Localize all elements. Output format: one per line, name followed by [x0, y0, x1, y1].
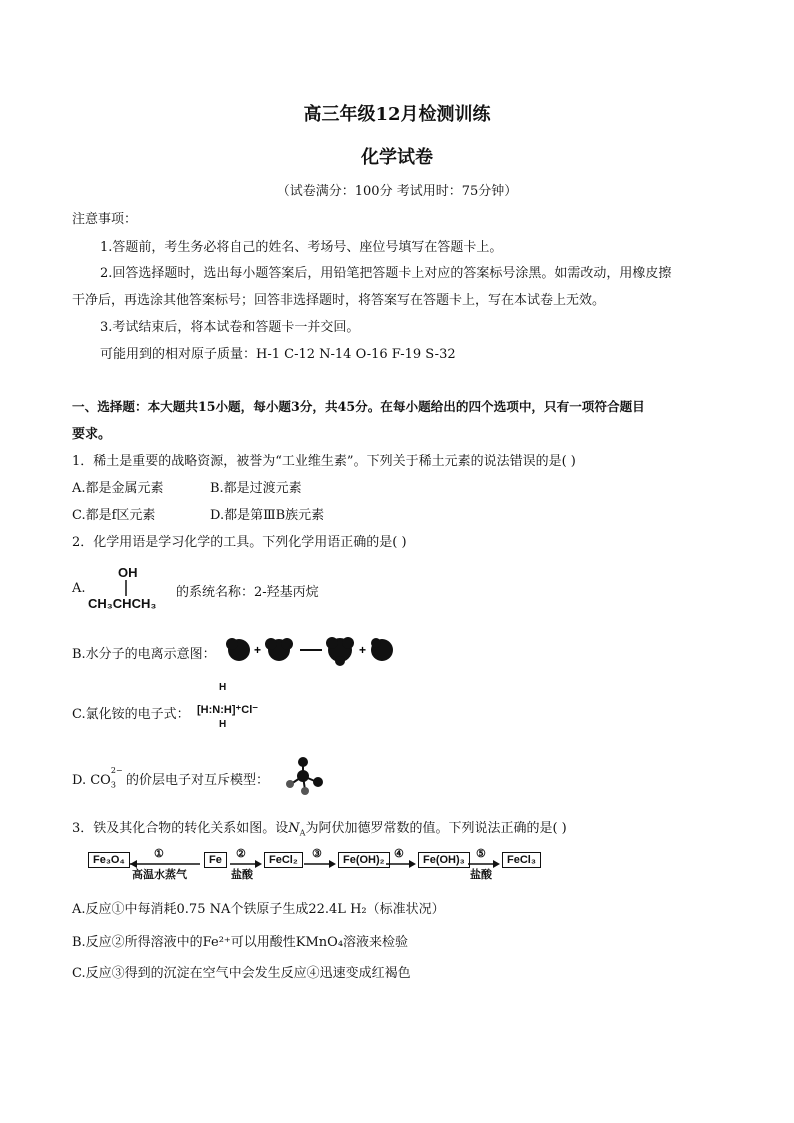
fe-conversion-diagram: [88, 850, 548, 882]
q3-option-a: A.反应①中每消耗0.75 NA个铁原子生成22.4L H₂（标准状况）: [72, 902, 445, 917]
page-subtitle: 化学试卷: [361, 147, 433, 168]
atomic-masses: 可能用到的相对原子质量：H-1 C-12 N-14 O-16 F-19 S-32: [100, 347, 456, 362]
step-3-label: ③: [312, 848, 322, 860]
section-heading: 一、选择题：本大题共15小题，每小题3分，共45分。在每小题给出的四个选项中，只有一项符合题目: [72, 399, 645, 414]
condition-steam: 高温水蒸气: [132, 869, 187, 881]
page-title: 高三年级12月检测训练: [303, 104, 491, 125]
svg-text:+: +: [254, 643, 262, 657]
bond-line: [122, 580, 130, 596]
step-5-label: ⑤: [476, 848, 486, 860]
note-item: 1.答题前，考生务必将自己的姓名、考场号、座位号填写在答题卡上。: [100, 240, 503, 255]
electron-formula: [H:N:H]⁺Cl⁻: [197, 704, 259, 716]
node-fe: Fe: [204, 852, 227, 868]
note-item: 干净后，再选涂其他答案标号；回答非选择题时，将答案写在答题卡上，写在本试卷上无效。: [72, 293, 606, 308]
water-ionization-diagram: [224, 633, 398, 667]
note-item: 2.回答选择题时，选出每小题答案后，用铅笔把答题卡上对应的答案标号涂黑。如需改动，用橡皮擦: [100, 266, 672, 281]
q3-option-b: B.反应②所得溶液中的Fe²⁺可以用酸性KMnO₄溶液来检验: [72, 935, 409, 950]
q1-option-a: A.都是金属元素: [72, 481, 164, 496]
electron-formula-h-top: H: [219, 682, 227, 693]
q2-option-c-text: C.氯化铵的电子式：: [72, 707, 190, 722]
q1-option-d: D.都是第ⅢB族元素: [210, 508, 325, 523]
q2-option-a-text: 的系统名称：2-羟基丙烷: [176, 585, 319, 600]
q3-stem: 3．铁及其化合物的转化关系如图。设$N_A$为阿伏加德罗常数的值。下列说法正确的是( ): [72, 821, 567, 838]
note-item: 3.考试结束后，将本试卷和答题卡一并交回。: [100, 320, 360, 335]
node-feoh3: Fe(OH)₃: [418, 852, 470, 868]
structural-formula-oh: OH: [118, 565, 138, 580]
structural-formula-chain: CH₃CHCH₃: [88, 596, 157, 611]
node-feoh2: Fe(OH)₂: [338, 852, 390, 868]
q1-stem: 1．稀土是重要的战略资源，被誉为“工业维生素”。下列关于稀土元素的说法错误的是( ): [72, 454, 576, 469]
q2-option-d-text: D. $CO_3$ 2− 的价层电子对互斥模型：: [72, 766, 269, 790]
q3-option-c: C.反应③得到的沉淀在空气中会发生反应④迅速变成红褐色: [72, 966, 411, 981]
exam-info: （试卷满分：100分 考试用时：75分钟）: [276, 184, 518, 199]
condition-hcl-2: 盐酸: [470, 869, 492, 881]
vsepr-model: [283, 756, 329, 798]
step-4-label: ④: [394, 848, 404, 860]
node-fecl2: FeCl₂: [264, 852, 303, 868]
q2-option-b-text: B.水分子的电离示意图：: [72, 647, 216, 662]
condition-hcl: 盐酸: [231, 869, 253, 881]
step-2-label: ②: [236, 848, 246, 860]
svg-text:+: +: [359, 643, 367, 657]
q2-option-a-label: A.: [72, 581, 86, 596]
q1-option-b: B.都是过渡元素: [210, 481, 302, 496]
node-fe3o4: Fe₃O₄: [88, 852, 130, 868]
section-heading-cont: 要求。: [72, 427, 112, 442]
q2-stem: 2．化学用语是学习化学的工具。下列化学用语正确的是( ): [72, 535, 407, 550]
q1-option-c: C.都是f区元素: [72, 508, 156, 523]
step-1-label: ①: [154, 848, 164, 860]
node-fecl3: FeCl₃: [502, 852, 541, 868]
notes-heading: 注意事项：: [72, 212, 138, 227]
electron-formula-h-bottom: H: [219, 719, 227, 730]
